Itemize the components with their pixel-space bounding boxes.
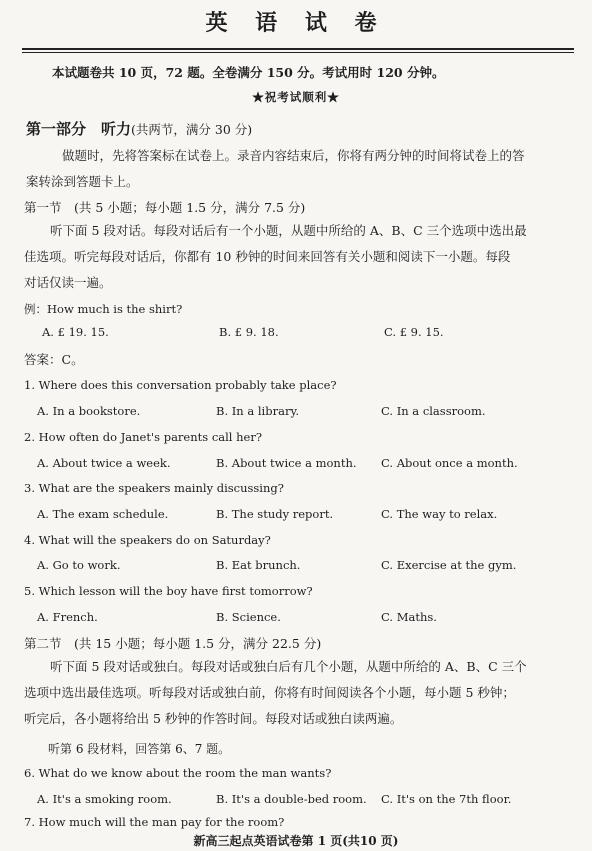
section2-line-3: 听完后，各小题将给出 5 秒钟的作答时间。每段对话或独白读两遍。 <box>24 711 403 726</box>
section2-line-2: 选项中选出最佳选项。听每段对话或独白前，你将有时间阅读各个小题，每小题 5 秒钟； <box>24 685 515 700</box>
question-7: 7. How much will the man pay for the room? <box>24 815 285 829</box>
section1-line-1: 听下面 5 段对话。每段对话后有一个小题，从题中所给的 A、B、C 三个选项中选出最 <box>50 223 527 238</box>
header-rule-thin <box>22 52 574 53</box>
page-footer: 新高三起点英语试卷第 1 页(共10 页) <box>193 834 399 848</box>
question-5: 5. Which lesson will the boy have first tomorrow? <box>24 584 313 598</box>
question-4-option-a: A. Go to work. <box>37 558 121 572</box>
question-3: 3. What are the speakers mainly discussing? <box>24 481 284 495</box>
question-1-option-b: B. In a library. <box>216 404 300 418</box>
question-6-option-a: A. It's a smoking room. <box>37 792 172 806</box>
question-6: 6. What do we know about the room the man wants? <box>24 766 332 780</box>
exam-title: 英 语 试 卷 <box>205 10 387 36</box>
question-2-option-b: B. About twice a month. <box>216 456 357 470</box>
section2-line-1: 听下面 5 段对话或独白。每段对话或独白后有几个小题，从题中所给的 A、B、C 三个 <box>50 659 527 674</box>
question-2-option-a: A. About twice a week. <box>37 456 171 470</box>
example-option-a: A. £ 19. 15. <box>42 325 109 339</box>
question-3-option-c: C. The way to relax. <box>381 507 498 521</box>
question-2-option-c: C. About once a month. <box>381 456 518 470</box>
question-1-option-c: C. In a classroom. <box>381 404 486 418</box>
question-4-option-b: B. Eat brunch. <box>216 558 301 572</box>
intro-line-2: 案转涂到答题卡上。 <box>26 174 139 189</box>
section1-line-3: 对话仅读一遍。 <box>24 275 112 290</box>
question-3-option-b: B. The study report. <box>216 507 334 521</box>
example-question: 例：How much is the shirt? <box>24 302 183 316</box>
part1-title: 第一部分 听力 <box>26 120 132 138</box>
question-5-option-b: B. Science. <box>216 610 281 624</box>
section1-heading: 第一节 (共 5 小题；每小题 1.5 分，满分 7.5 分) <box>24 200 306 215</box>
question-4-option-c: C. Exercise at the gym. <box>381 558 517 572</box>
question-1-option-a: A. In a bookstore. <box>37 404 141 418</box>
question-6-option-c: C. It's on the 7th floor. <box>381 792 512 806</box>
part1-subtitle: (共两节，满分 30 分) <box>131 122 253 137</box>
question-2: 2. How often do Janet's parents call her? <box>24 430 262 444</box>
section1-line-2: 佳选项。听完每段对话后，你都有 10 秒钟的时间来回答有关小题和阅读下一小题。每段 <box>24 249 511 264</box>
question-3-option-a: A. The exam schedule. <box>37 507 169 521</box>
material-instruction: 听第 6 段材料，回答第 6、7 题。 <box>48 742 231 756</box>
question-5-option-c: C. Maths. <box>381 610 437 624</box>
good-luck-line: ★祝考试顺利★ <box>252 90 340 104</box>
exam-info: 本试题卷共 10 页，72 题。全卷满分 150 分。考试用时 120 分钟。 <box>52 65 445 80</box>
header-rule-thick <box>22 48 574 50</box>
question-4: 4. What will the speakers do on Saturday? <box>24 533 271 547</box>
intro-line-1: 做题时，先将答案标在试卷上。录音内容结束后，你将有两分钟的时间将试卷上的答 <box>62 148 525 163</box>
example-option-c: C. £ 9. 15. <box>384 325 444 339</box>
part1-heading <box>26 118 252 139</box>
section2-heading: 第二节 (共 15 小题；每小题 1.5 分，满分 22.5 分) <box>24 636 322 651</box>
question-1: 1. Where does this conversation probably take place? <box>24 378 337 392</box>
example-answer: 答案：C。 <box>24 352 84 367</box>
example-option-b: B. £ 9. 18. <box>219 325 279 339</box>
question-6-option-b: B. It's a double-bed room. <box>216 792 367 806</box>
question-5-option-a: A. French. <box>37 610 98 624</box>
